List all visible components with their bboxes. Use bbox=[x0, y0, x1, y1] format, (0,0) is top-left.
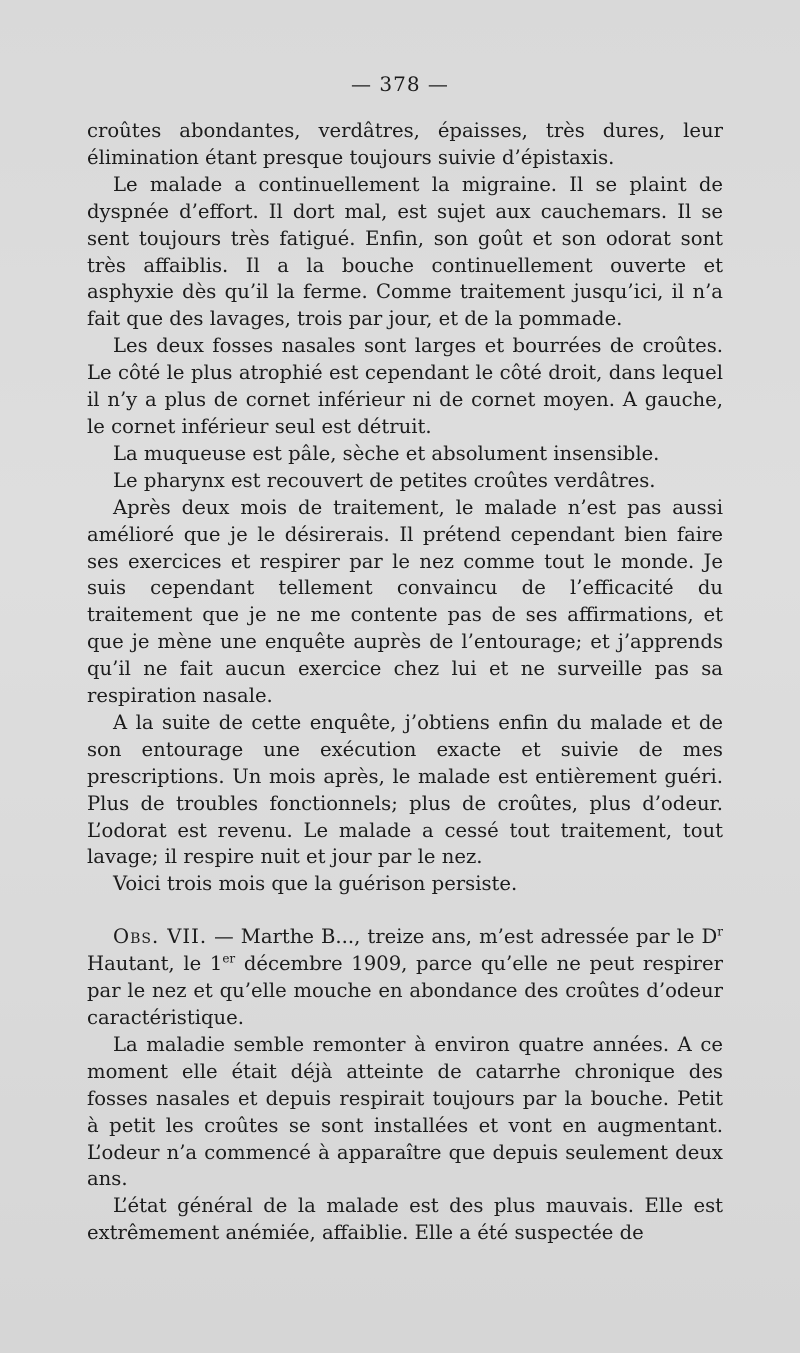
observation-text-b: Hautant, le 1 bbox=[87, 952, 223, 976]
paragraph-etat-general: L’état général de la malade est des plus mauvais. Elle est extrêmement anémiée, affaiblie. Elle a été suspectée de bbox=[87, 1194, 723, 1245]
observation-text-a: — Marthe B..., treize ans, m’est adressée par le D bbox=[207, 925, 718, 949]
observation-text-c: décembre 1909, parce qu’elle ne peut respirer par le nez et qu’elle mouche en abondance des croûtes d’odeur caractéristique. bbox=[87, 952, 723, 1029]
paragraph-guerison: Voici trois mois que la guérison persiste. bbox=[113, 872, 518, 896]
paragraph-fosses-nasales: Les deux fosses nasales sont larges et bourrées de croûtes. Le côté le plus atrophié est cependant le côté droit, dans lequel il n’y a plus de cornet inférieur ni de cornet moyen. A gauche, le cornet inférieur seul est détruit. bbox=[87, 334, 723, 438]
paragraph-muqueuse: La muqueuse est pâle, sèche et absolument insensible. bbox=[113, 441, 660, 465]
paragraph-traitement: Après deux mois de traitement, le malade n’est pas aussi amélioré que je le désirerais. Il prétend cependant bien faire ses exercices et respirer par le nez comme tout le monde. Je suis cependant tellement convaincu de l’efficacité du traitement que je ne me contente pas de ses affirmations, et que je mène une enquête auprès de l’entourage; et j’apprends qu’il ne fait aucun exercice chez lui et ne surveille pas sa respiration nasale. bbox=[87, 495, 723, 708]
observation-sup-b: er bbox=[222, 951, 236, 966]
paragraph-maladie-history: La maladie semble remonter à environ quatre années. A ce moment elle était déjà atteinte de catarrhe chronique des fosses nasales et depuis respirait toujours par la bouche. Petit à petit les croûtes se sont installées et vont en augmentant. L’odeur n’a commencé à apparaître que depuis seulement deux ans. bbox=[87, 1032, 723, 1191]
paragraph-continuation: croûtes abondantes, verdâtres, épaisses, très dures, leur élimination étant presque toujours suivie d’épistaxis. bbox=[87, 119, 723, 169]
paragraph-pharynx: Le pharynx est recouvert de petites croûtes verdâtres. bbox=[113, 468, 656, 492]
paragraph-enquete: A la suite de cette enquête, j’obtiens enfin du malade et de son entourage une exécution exacte et suivie de mes prescriptions. Un mois après, le malade est entièrement guéri. Plus de troubles fonctionnels; plus de croûtes, plus d’odeur. L’odorat est revenu. Le malade a cessé tout traitement, tout lavage; il respire nuit et jour par le nez. bbox=[87, 710, 723, 869]
observation-sup-a: r bbox=[717, 924, 723, 939]
observation-label: Obs. VII. bbox=[113, 925, 208, 949]
body-text bbox=[87, 118, 723, 1247]
paragraph-observation-heading bbox=[87, 924, 723, 1032]
paragraph-symptoms: Le malade a continuellement la migraine. Il se plaint de dyspnée d’effort. Il dort mal, est sujet aux cauchemars. Il se sent toujours très fatigué. Enfin, son goût et son odorat sont très affaiblis. Il a la bouche continuellement ouverte et asphyxie dès qu’il la ferme. Comme traitement jusqu’ici, il n’a fait que des lavages, trois par jour, et de la pommade. bbox=[87, 172, 723, 331]
page-number: — 378 — bbox=[351, 72, 449, 96]
